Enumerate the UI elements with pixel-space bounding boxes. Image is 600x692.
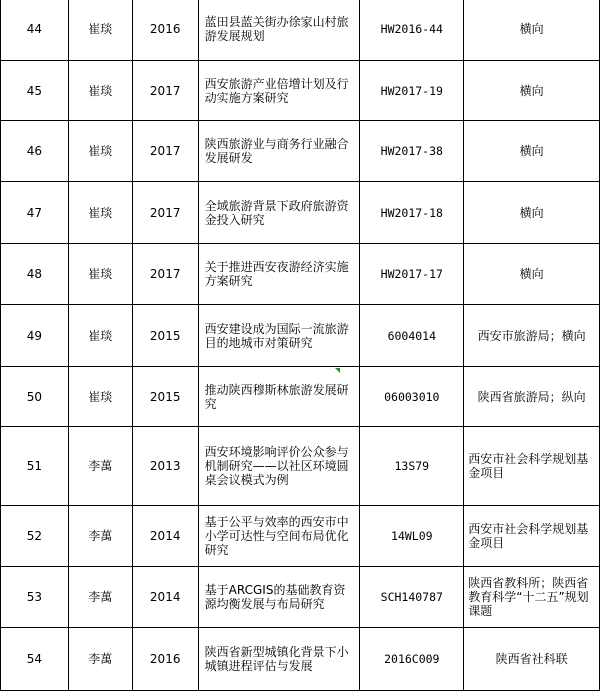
table-row[interactable] xyxy=(1,367,600,427)
cell-no[interactable]: 54 xyxy=(1,628,69,691)
cell-source[interactable]: 陕西省旅游局；纵向 xyxy=(464,367,600,427)
cell-code[interactable]: SCH140787 xyxy=(360,567,464,628)
cell-title[interactable]: 西安环境影响评价公众参与机制研究——以社区环境圆桌会议模式为例 xyxy=(198,427,360,506)
cell-source[interactable]: 西安市社会科学规划基金项目 xyxy=(464,427,600,506)
cell-person[interactable]: 崔琰 xyxy=(68,367,132,427)
cell-no[interactable]: 47 xyxy=(1,182,69,244)
cell-person[interactable]: 崔琰 xyxy=(68,121,132,182)
cell-no[interactable]: 53 xyxy=(1,567,69,628)
cell-no[interactable]: 52 xyxy=(1,506,69,567)
cell-no[interactable]: 50 xyxy=(1,367,69,427)
table-row[interactable] xyxy=(1,182,600,244)
cell-person[interactable]: 李萬 xyxy=(68,427,132,506)
cell-title[interactable]: 陕西省新型城镇化背景下小城镇进程评估与发展 xyxy=(198,628,360,691)
cell-title[interactable]: 全域旅游背景下政府旅游资金投入研究 xyxy=(198,182,360,244)
cell-source[interactable]: 横向 xyxy=(464,182,600,244)
cell-person[interactable]: 李萬 xyxy=(68,567,132,628)
cell-year[interactable]: 2014 xyxy=(132,567,198,628)
cell-person[interactable]: 崔琰 xyxy=(68,305,132,367)
cell-source[interactable]: 西安市社会科学规划基金项目 xyxy=(464,506,600,567)
cell-year[interactable]: 2015 xyxy=(132,305,198,367)
cell-comment-indicator xyxy=(335,368,340,373)
cell-year[interactable]: 2017 xyxy=(132,61,198,121)
cell-code[interactable]: HW2017-18 xyxy=(360,182,464,244)
cell-code[interactable]: 2016C009 xyxy=(360,628,464,691)
cell-source[interactable]: 横向 xyxy=(464,61,600,121)
cell-no[interactable]: 44 xyxy=(1,0,69,61)
cell-title[interactable]: 基于ARCGIS的基础教育资源均衡发展与布局研究 xyxy=(198,567,360,628)
table-row[interactable] xyxy=(1,427,600,506)
cell-person[interactable]: 崔琰 xyxy=(68,0,132,61)
cell-no[interactable]: 45 xyxy=(1,61,69,121)
cell-code[interactable]: 13S79 xyxy=(360,427,464,506)
cell-no[interactable]: 46 xyxy=(1,121,69,182)
cell-code[interactable]: 14WL09 xyxy=(360,506,464,567)
table-row[interactable] xyxy=(1,567,600,628)
cell-year[interactable]: 2013 xyxy=(132,427,198,506)
cell-person[interactable]: 崔琰 xyxy=(68,61,132,121)
cell-code[interactable]: HW2017-38 xyxy=(360,121,464,182)
cell-person[interactable]: 崔琰 xyxy=(68,244,132,305)
cell-title[interactable]: 陕西旅游业与商务行业融合发展研发 xyxy=(198,121,360,182)
cell-title[interactable]: 蓝田县蓝关街办徐家山村旅游发展规划 xyxy=(198,0,360,61)
cell-person[interactable]: 崔琰 xyxy=(68,182,132,244)
cell-code[interactable]: HW2017-17 xyxy=(360,244,464,305)
cell-year[interactable]: 2017 xyxy=(132,244,198,305)
table-row[interactable] xyxy=(1,305,600,367)
cell-source[interactable]: 横向 xyxy=(464,0,600,61)
cell-title[interactable]: 西安建设成为国际一流旅游目的地城市对策研究 xyxy=(198,305,360,367)
cell-source[interactable]: 横向 xyxy=(464,121,600,182)
table-row[interactable] xyxy=(1,244,600,305)
cell-code[interactable]: HW2016-44 xyxy=(360,0,464,61)
cell-no[interactable]: 51 xyxy=(1,427,69,506)
cell-source[interactable]: 横向 xyxy=(464,244,600,305)
cell-title[interactable]: 基于公平与效率的西安市中小学可达性与空间布局优化研究 xyxy=(198,506,360,567)
cell-year[interactable]: 2017 xyxy=(132,121,198,182)
cell-source[interactable]: 陕西省教科所；陕西省教育科学“十二五”规划课题 xyxy=(464,567,600,628)
cell-source[interactable]: 陕西省社科联 xyxy=(464,628,600,691)
table-row[interactable] xyxy=(1,61,600,121)
cell-year[interactable]: 2016 xyxy=(132,0,198,61)
cell-no[interactable]: 49 xyxy=(1,305,69,367)
cell-code[interactable]: HW2017-19 xyxy=(360,61,464,121)
cell-code[interactable]: 06003010 xyxy=(360,367,464,427)
table-row[interactable] xyxy=(1,628,600,691)
cell-year[interactable]: 2014 xyxy=(132,506,198,567)
cell-person[interactable]: 李萬 xyxy=(68,506,132,567)
table-row[interactable] xyxy=(1,0,600,61)
cell-title[interactable]: 推动陕西穆斯林旅游发展研究 xyxy=(198,367,360,427)
cell-code[interactable]: 6004014 xyxy=(360,305,464,367)
cell-source[interactable]: 西安市旅游局；横向 xyxy=(464,305,600,367)
table-row[interactable] xyxy=(1,121,600,182)
cell-year[interactable]: 2017 xyxy=(132,182,198,244)
cell-person[interactable]: 李萬 xyxy=(68,628,132,691)
cell-year[interactable]: 2016 xyxy=(132,628,198,691)
cell-title[interactable]: 西安旅游产业倍增计划及行动实施方案研究 xyxy=(198,61,360,121)
table-row[interactable] xyxy=(1,506,600,567)
cell-year[interactable]: 2015 xyxy=(132,367,198,427)
cell-title[interactable]: 关于推进西安夜游经济实施方案研究 xyxy=(198,244,360,305)
cell-no[interactable]: 48 xyxy=(1,244,69,305)
